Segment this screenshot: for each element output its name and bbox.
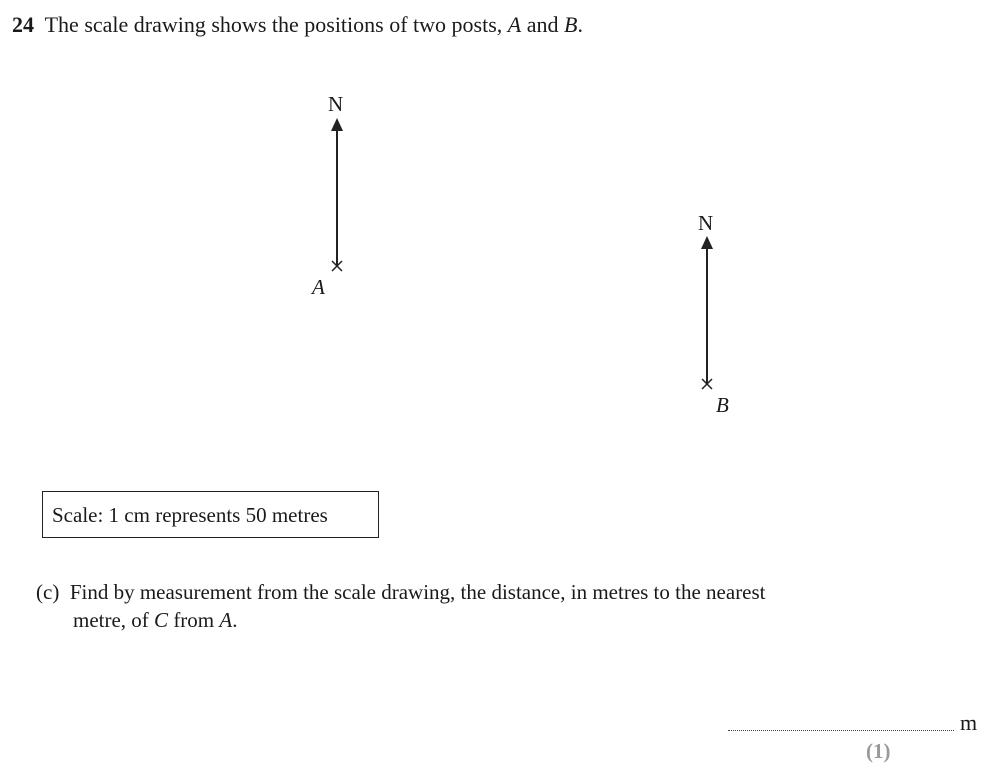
north-label-a: N: [328, 92, 344, 116]
marks-label: (1): [866, 739, 891, 763]
part-c-label: (c): [36, 580, 60, 604]
answer-line[interactable]: [728, 730, 954, 731]
question-number: 24: [12, 12, 34, 37]
point-a-label: A: [312, 275, 325, 299]
part-c-question: (c) Find by measurement from the scale drawing, the distance, in metres to the nearest metre, of C from A.: [36, 580, 766, 632]
north-label-b: N: [698, 211, 714, 235]
north-arrow-b: [701, 236, 713, 384]
question-stem: 24 The scale drawing shows the positions of two posts, A and B.: [12, 12, 583, 37]
scale-box: Scale: 1 cm represents 50 metres: [42, 491, 379, 538]
answer-unit: m: [960, 710, 978, 735]
point-b-label: B: [716, 393, 729, 417]
north-arrow-a: [331, 118, 343, 266]
